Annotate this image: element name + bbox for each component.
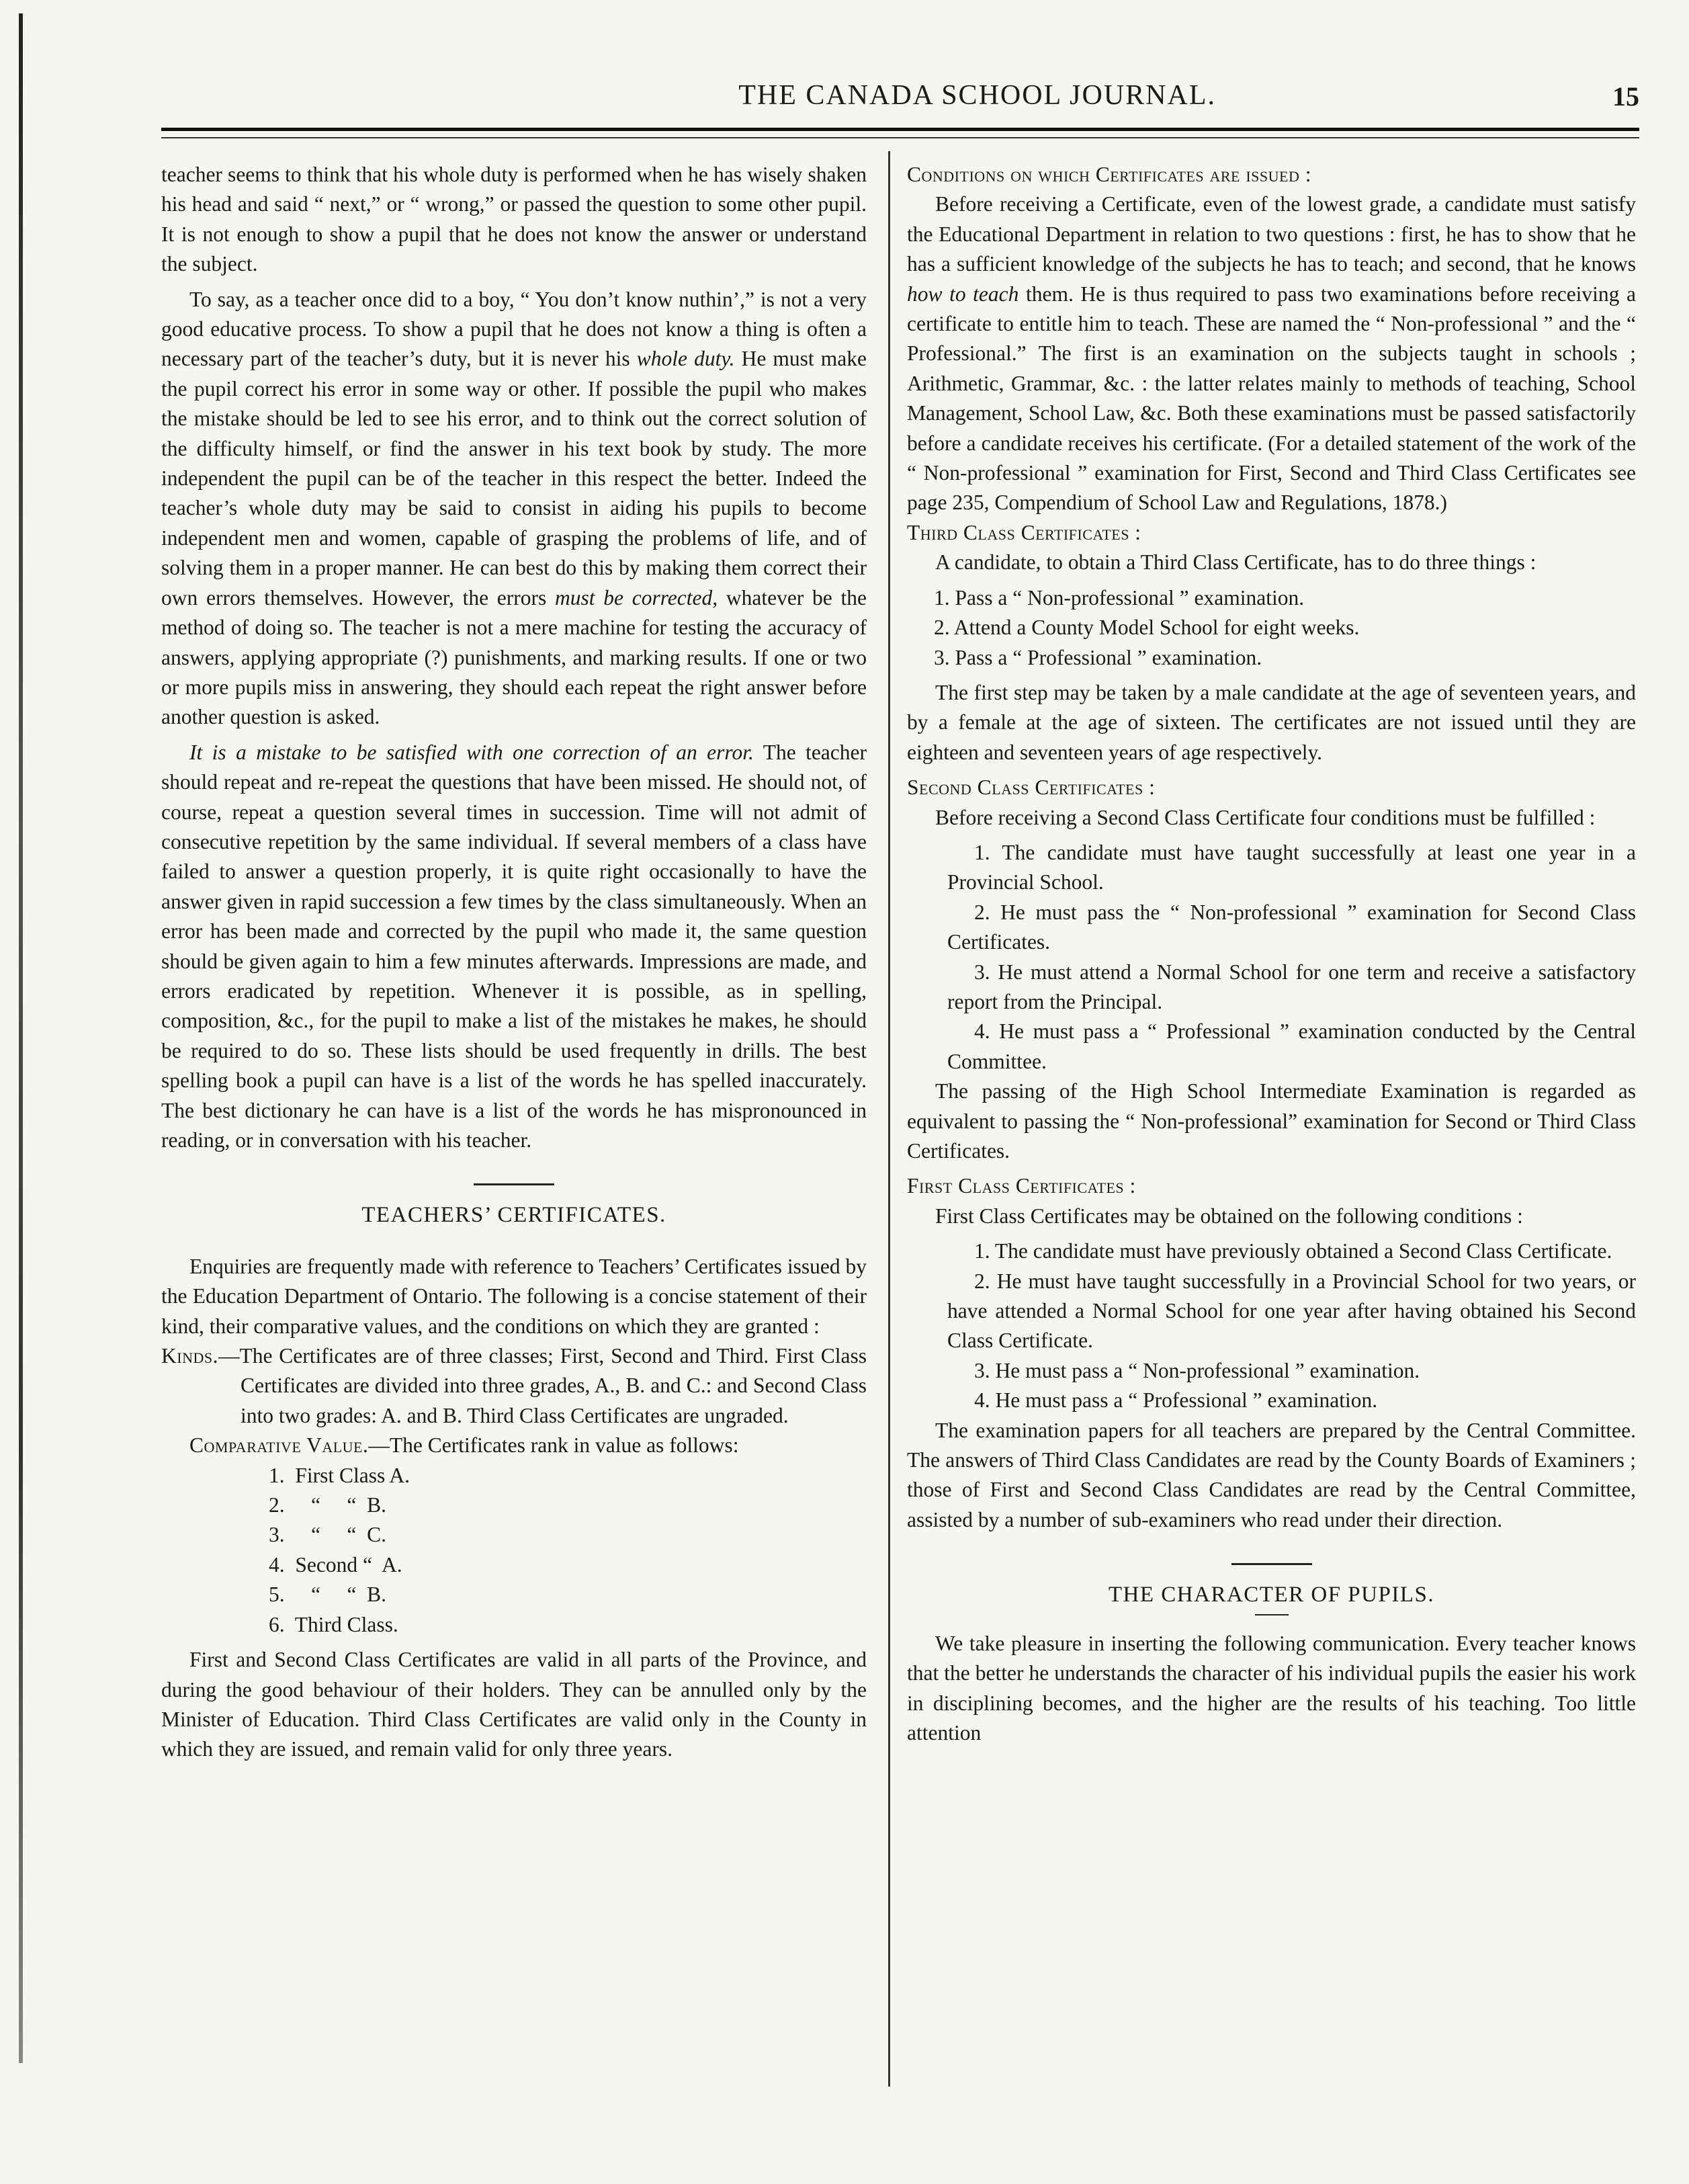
list-item: 2. Attend a County Model School for eight weeks. [934, 616, 1360, 640]
comparative-value-paragraph: Comparative Value.—The Certificates rank in value as follows: [189, 1433, 739, 1458]
list-item: 3. “ “ C. [269, 1523, 386, 1547]
paragraph: First and Second Class Certificates are valid in all parts of the Province, and during the good behaviour of their holders. They can be annulled only by the Minister of Education. Third Class Certificates are valid only in the County in which they are issued, and remain valid for only three years. [161, 1648, 867, 1761]
title-underline [1255, 1614, 1289, 1615]
paragraph: We take pleasure in inserting the following communication. Every teacher knows that the better he understands the character of his individual pupils the easier his work in disciplining becomes, and the higher are the results of his teaching. Too little attention [907, 1631, 1636, 1745]
paragraph: Before receiving a Second Class Certificate four conditions must be fulfilled : [935, 805, 1596, 829]
section-divider [1231, 1563, 1312, 1565]
column-divider [888, 151, 890, 2087]
list-item: 3. He must pass a “ Non-professional ” examination. [974, 1358, 1420, 1382]
second-class-list [907, 838, 1636, 1077]
subheading: Second Class Certificates : [907, 775, 1156, 800]
list-item: 4. He must pass a “ Professional ” examination conducted by the Central Committee. [947, 1019, 1636, 1073]
header-rule-thin [161, 137, 1639, 138]
list-item: 1. First Class A. [269, 1463, 410, 1487]
list-item: 3. Pass a “ Professional ” examination. [934, 645, 1262, 669]
paragraph: The examination papers for all teachers are prepared by the Central Committee. The answers of Third Class Candidates are read by the County Boards of Examiners ; those of First and Second Class Candidates are read by the Central Committee, assisted by a number of sub-examiners who read under their direction. [907, 1418, 1636, 1531]
subheading: Conditions on which Certificates are issued : [907, 163, 1311, 186]
list-item: 3. He must attend a Normal School for one term and receive a satisfactory report from the Principal. [947, 960, 1636, 1013]
paragraph: The first step may be taken by a male candidate at the age of seventeen years, and by a female at the age of sixteen. The certificates are not issued until they are eighteen and seventeen years of age respectively. [907, 680, 1636, 764]
third-class-list [907, 583, 1636, 673]
list-item: 6. Third Class. [269, 1612, 398, 1636]
section-divider [474, 1183, 554, 1185]
kinds-paragraph: Kinds.—The Certificates are of three classes; First, Second and Third. First Class Certificates are divided into three grades, A., B. and C.: and Second Class into two grades: A. and B. Third Class Certificates are ungraded. [161, 1344, 867, 1427]
page-number: 15 [1612, 81, 1639, 112]
paragraph: Before receiving a Certificate, even of the lowest grade, a candidate must satisfy the Educational Department in relation to two questions : first, he has to show that he has a sufficient knowledge of the subjects he has to teach; and second, that he knows how to teach them. He is thus required to pass two examinations before receiving a certificate to entitle him to teach. These are named the “ Non-professional ” and the “ Professional.” The first is an examination on the subjects taught in schools ; Arithmetic, Grammar, &c. : the latter relates mainly to methods of teaching, School Management, School Law, &c. Both these examinations must be passed satisfactorily before a candidate receives his certificate. (For a detailed statement of the work of the “ Non-professional ” examination for First, Second and Third Class Certificates see page 235, Compendium of School Law and Regulations, 1878.) [907, 192, 1636, 515]
paragraph: It is a mistake to be satisfied with one correction of an error. The teacher should repeat and re-repeat the questions that have been missed. He should not, of course, repeat a question several times in succession. Time will not admit of consecutive repetition by the same individual. If several members of a class have failed to answer a question properly, it is quite right occasionally to have the answer given in rapid succession a few times by the class simultaneously. When an error has been made and corrected by the pupil who made it, the same question should be given again to him a few minutes afterwards. Impressions are made, and errors eradicated by repetition. Whenever it is possible, as in spelling, composition, &c., for the pupil to make a list of the mistakes he makes, he should be required to do so. These lists should be used frequently in drills. The best spelling book a pupil can have is a list of the words he has spelled inaccurately. The best dictionary he can have is a list of the words he has mispronounced in reading, or in conversation with his teacher. [161, 740, 867, 1152]
paragraph: The passing of the High School Intermediate Examination is regarded as equivalent to passing the “ Non-professional” examination for Second or Third Class Certificates. [907, 1079, 1636, 1163]
list-item: 5. “ “ B. [269, 1583, 386, 1607]
paragraph: To say, as a teacher once did to a boy, “ You don’t know nuthin’,” is not a very good educative process. To show a pupil that he does not know a thing is often a necessary part of the teacher’s duty, but it is never his whole duty. He must make the pupil correct his error in some way or other. If possible the pupil who makes the mistake should be led to see his error, and to think out the correct solution of the difficulty himself, or find the answer in his text book by study. The more independent the pupil can be of the teacher in this respect the better. Indeed the teacher’s whole duty may be said to consist in aiding his pupils to become independent men and women, capable of grasping the problems of life, and of solving them in a proper manner. He can best do this by making them correct their own errors themselves. However, the errors must be corrected, whatever be the method of doing so. The teacher is not a mere machine for testing the accuracy of answers, applying appropriate (?) punishments, and marking results. If one or two or more pupils miss in answering, they should each repeat the right answer before another question is asked. [161, 287, 867, 729]
list-item: 4. Second “ A. [269, 1552, 402, 1577]
running-header [161, 79, 1639, 133]
subheading: Third Class Certificates : [907, 520, 1141, 544]
header-rule [161, 128, 1639, 131]
paragraph: First Class Certificates may be obtained on the following conditions : [935, 1204, 1523, 1228]
paragraph: teacher seems to think that his whole duty is performed when he has wisely shaken his head and said “ next,” or “ wrong,” or passed the question to some other pupil. It is not enough to show a pupil that he does not know the answer or understand the subject. [161, 163, 867, 276]
section-title: THE CHARACTER OF PUPILS. [1108, 1583, 1435, 1607]
section-title: TEACHERS’ CERTIFICATES. [361, 1203, 666, 1228]
left-column [161, 160, 867, 1765]
rank-list [161, 1461, 867, 1640]
list-item: 2. He must pass the “ Non-professional ” examination for Second Class Certificates. [947, 900, 1636, 954]
list-item: 4. He must pass a “ Professional ” examination. [974, 1388, 1378, 1413]
first-class-list [907, 1236, 1636, 1415]
list-item: 2. He must have taught successfully in a Provincial School for two years, or have attended a Normal School for one year after having obtained his Second Class Certificate. [947, 1269, 1636, 1353]
list-item: 1. Pass a “ Non-professional ” examination. [934, 585, 1305, 610]
right-column [907, 160, 1636, 1748]
paragraph: A candidate, to obtain a Third Class Certificate, has to do three things : [935, 550, 1536, 575]
paragraph: Enquiries are frequently made with reference to Teachers’ Certificates issued by the Education Department of Ontario. The following is a concise statement of their kind, their comparative values, and the conditions on which they are granted : [161, 1254, 867, 1338]
journal-title: THE CANADA SCHOOL JOURNAL. [738, 80, 1216, 111]
binding-edge-rule [19, 13, 23, 2063]
subheading: First Class Certificates : [907, 1174, 1136, 1198]
list-item: 2. “ “ B. [269, 1493, 386, 1517]
list-item: 1. The candidate must have previously obtained a Second Class Certificate. [974, 1239, 1612, 1263]
list-item: 1. The candidate must have taught successfully at least one year in a Provincial School. [947, 840, 1636, 894]
